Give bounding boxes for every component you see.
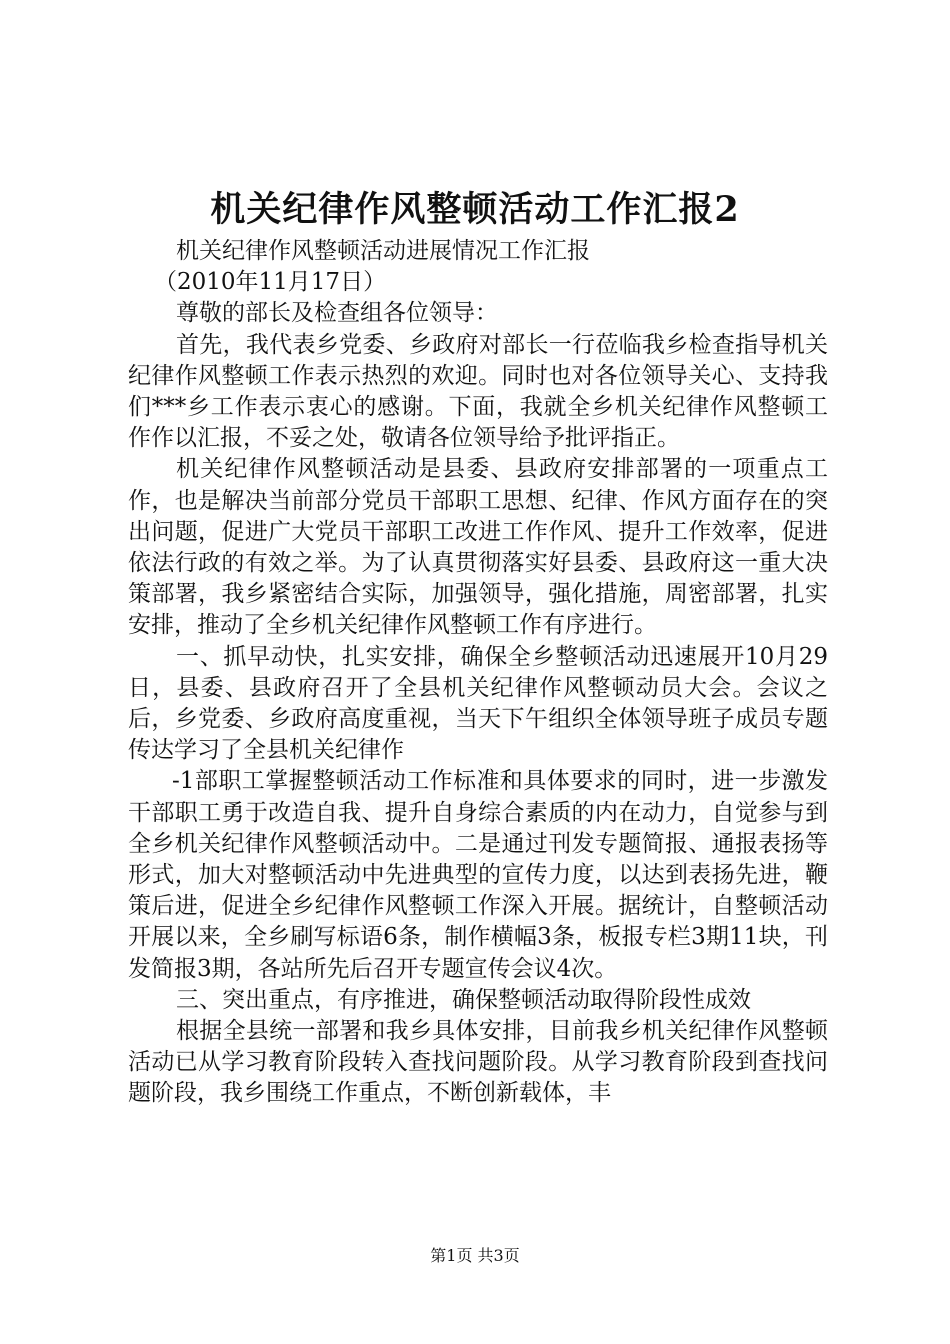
salutation: 尊敬的部长及检查组各位领导： [176, 300, 498, 327]
paragraph-section-2: -1部职工掌握整顿活动工作标准和具体要求的同时，进一步激发干部职工勇于改造自我、提升自身综合素质的内在动力，自觉参与到全乡机关纪律作风整顿活动中。二是通过刊发专题简报、通报表扬等形式，加大对整顿活动中先进典型的宣传力度，以达到表扬先进，鞭策后进，促进全乡纪律作风整顿工作深入开展。据统计，自整顿活动开展以来，全乡刷写标语6条，制作横幅3条，板报专栏3期11块，刊发简报3期，各站所先后召开专题宣传会议4次。 [128, 768, 828, 982]
page-number-footer: 第1页 共3页 [430, 1246, 520, 1265]
section-heading-3: 三、突出重点，有序推进，确保整顿活动取得阶段性成效 [176, 986, 751, 1013]
paragraph-opening: 首先，我代表乡党委、乡政府对部长一行莅临我乡检查指导机关纪律作风整顿工作表示热烈的欢迎。同时也对各位领导关心、支持我们***乡工作表示衷心的感谢。下面，我就全乡机关纪律作风整顿工作作以汇报，不妥之处，敬请各位领导给予批评指正。 [128, 331, 828, 452]
report-date: （2010年11月17日） [154, 269, 387, 296]
document-body [128, 236, 828, 1110]
paragraph-section-3: 根据全县统一部署和我乡具体安排，目前我乡机关纪律作风整顿活动已从学习教育阶段转入查找问题阶段。从学习教育阶段到查找问题阶段，我乡围绕工作重点，不断创新载体，丰 [128, 1018, 828, 1107]
document-title: 机关纪律作风整顿活动工作汇报2 [210, 189, 740, 230]
paragraph-section-1: 一、抓早动快，扎实安排，确保全乡整顿活动迅速展开10月29日，县委、县政府召开了全县机关纪律作风整顿动员大会。会议之后，乡党委、乡政府高度重视，当天下午组织全体领导班子成员专题传达学习了全县机关纪律作 [128, 643, 828, 764]
paragraph-overview: 机关纪律作风整顿活动是县委、县政府安排部署的一项重点工作，也是解决当前部分党员干部职工思想、纪律、作风方面存在的突出问题，促进广大党员干部职工改进工作作风、提升工作效率，促进依法行政的有效之举。为了认真贯彻落实好县委、县政府这一重大决策部署，我乡紧密结合实际，加强领导，强化措施，周密部署，扎实安排，推动了全乡机关纪律作风整顿工作有序进行。 [128, 456, 828, 639]
report-subtitle: 机关纪律作风整顿活动进展情况工作汇报 [176, 238, 590, 264]
